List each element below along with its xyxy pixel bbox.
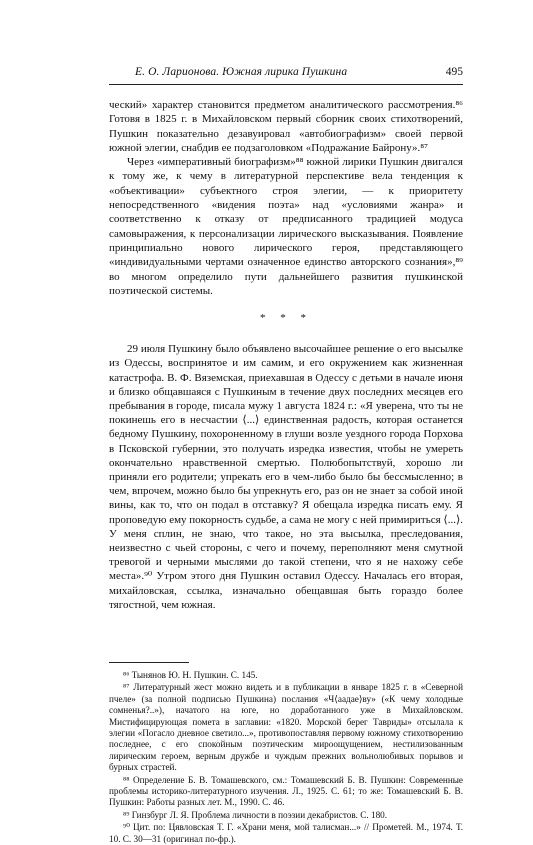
footnote-87: ⁸⁷ Литературный жест можно видеть и в публикации в январе 1825 г. в «Северной пчеле» (за полной подписью Пушкина) послания «Ч⟨аадае⟩ву» («К чему холодные сомненья?..»), начатого на юге, но доработанного уже в Михайловском. Мистифицирующая помета в заглавии: «1820. Морской берег Тавриды» отсылала к элегии «Погасло дневное светило...», противопоставляя первому южному стихотворению последнее, с его спокойным поэтическим мироощущением, нестилизованным лирическим героем, верным дружбе и чуждым прежних вольнолюбивых порывов и бурных страстей.: [109, 682, 463, 773]
running-title: Е. О. Ларионова. Южная лирика Пушкина: [135, 66, 348, 78]
running-header: [109, 66, 463, 85]
footnote-88: ⁸⁸ Определение Б. В. Томашевского, см.: Томашевский Б. В. Пушкин: Современные проблемы историко-литературного изучения. Л., 1925. С. 61; то же: Томашевский Б. В. Пушкин: Работы разных лет. М., 1990. С. 46.: [109, 774, 463, 808]
body-text: [109, 98, 463, 612]
paragraph: Через «императивный биографизм»⁸⁸ южной лирики Пушкин двигался к тому же, к чему в литературной перспективе вела тенденция к «объективации» субъектного строя элегии, — к приоритету непосредственного «видения поэта» над «условиями жанра» и соответственно к отказу от предписанного традицией модуса самовыражения, к персонализации лирического высказывания. Появление принципиально нового лирического героя, представляющего «индивидуальными чертами означенное единство авторского сознания»,⁸⁹ во многом определило пути дальнейшего развития пушкинской поэтической системы.: [109, 156, 463, 297]
footnote-86: ⁸⁶ Тынянов Ю. Н. Пушкин. С. 145.: [123, 670, 258, 680]
footnote-89: ⁸⁹ Гинзбург Л. Я. Проблема личности в поэзии декабристов. С. 180.: [123, 809, 388, 820]
footnotes: [109, 670, 463, 845]
paragraph-continued: ческий» характер становится предметом аналитического рассмотрения.⁸⁶ Готовя в 1825 г. в Михайловском первый сборник своих стихотворений, Пушкин показательно дезавуировал «автобиографизм» своей первой южной элегии, снабдив ее подзаголовком «Подражание Байрону».⁸⁷: [109, 99, 463, 154]
footnote-rule: [109, 662, 189, 663]
paragraph-main: 29 июля Пушкину было объявлено высочайшее решение о его высылке из Одессы, воспринятое и им самим, и его окружением как жизненная катастрофа. В. Ф. Вяземская, приехавшая в Одессу с детьми в начале июня и близко общавшаяся с Пушкиным в течение двух последних месяцев его пребывания в городе, писала мужу 1 августа 1824 г.: «Я уверена, что ты не покинешь его в несчастии ⟨...⟩ единственная радость, которая останется бедному Пушкину, похороненному в глуши возле уездного города Порхова в Псковской губернии, это получать изредка известия, чтобы не умереть окончательно нравственной смертью. Полюбопытствуй, хорошо ли приняли его родители; упрекать его в чем-либо было бы бессмысленно; в чем, впрочем, можно было бы упрекнуть его, раз он не знает за собой иной вины, как то, что он подал в отставку? Я обещала изредка писать ему. Я проповедую ему покорность судьбе, а сама не могу с ней примириться ⟨...⟩. У меня сплин, не знаю, что такое, но эта высылка, преследования, неизвестно с чьей стороны, с чего и почему, переполняют меня смутной тревогой и черными мыслями до такой степени, что я не нахожу себе места».⁹⁰ Утром этого дня Пушкин оставил Одессу. Началась его вторая, михайловская, ссылка, изначально обещавшая быть гораздо более тягостной, чем южная.: [109, 343, 464, 611]
footnote-90: ⁹⁰ Цит. по: Цявловская Т. Г. «Храни меня, мой талисман...» // Прометей. М., 1974. Т. 10. С. 30—31 (оригинал по-фр.).: [109, 822, 463, 844]
page-number: 495: [445, 66, 463, 78]
section-separator: * * *: [260, 312, 312, 325]
